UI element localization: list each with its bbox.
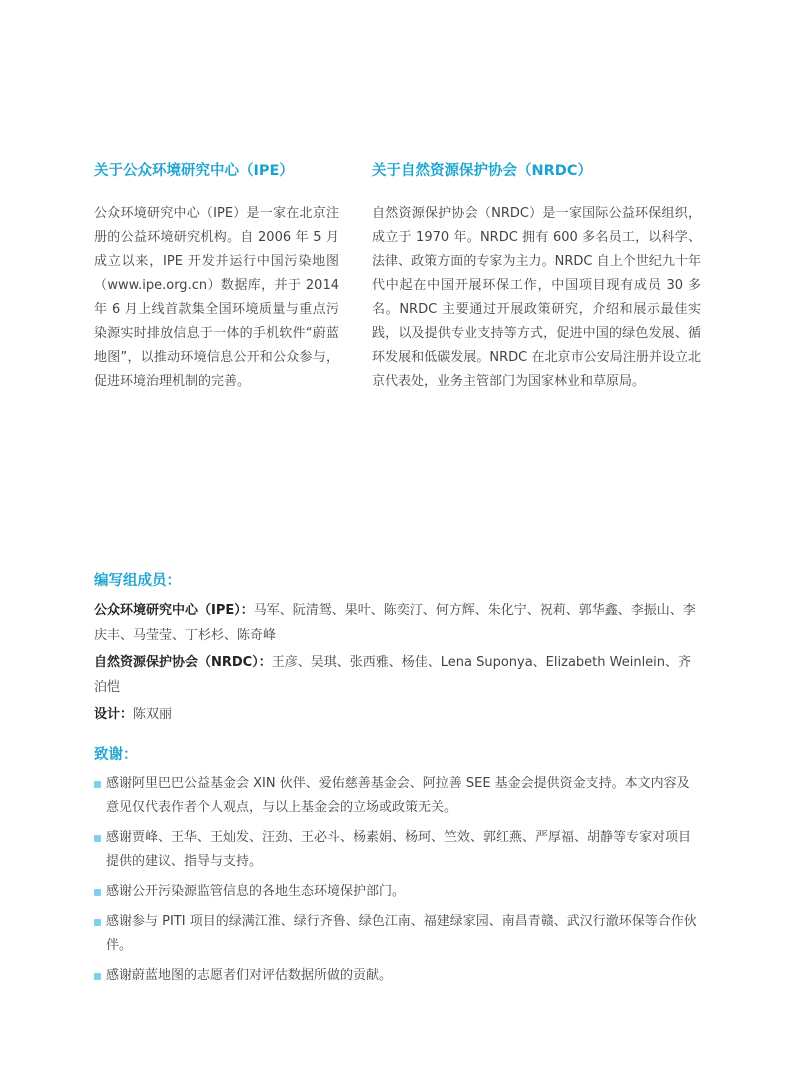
list-item-text: 感谢阿里巴巴公益基金会 XIN 伙伴、爱佑慈善基金会、阿拉善 SEE 基金会提供资金支持。本文内容及意见仅代表作者个人观点，与以上基金会的立场或政策无关。	[106, 776, 690, 815]
square-bullet-icon	[94, 973, 101, 980]
ipe-section	[94, 160, 339, 394]
acknowledgements-heading: 致谢：	[94, 747, 138, 763]
list-item-text: 感谢公开污染源监管信息的各地生态环境保护部门。	[106, 884, 406, 899]
credits-section	[94, 570, 700, 729]
credits-ipe-members: 马军、阮清鸳、果叶、陈奕汀、何方辉、朱化宁、祝莉、郭华鑫、李振山、李庆丰、马莹莹、丁杉杉、陈奇峰	[94, 603, 696, 643]
square-bullet-icon	[94, 889, 101, 896]
nrdc-description: 自然资源保护协会（NRDC）是一家国际公益环保组织，成立于 1970 年。NRDC 拥有 600 多名员工，以科学、法律、政策方面的专家为主力。NRDC 自上个世纪九十年代中起在中国开展环保工作，中国项目现有成员 30 多名。NRDC 主要通过开展政策研究，介绍和展示最佳实践，以及提供专业支持等方式，促进中国的绿色发展、循环发展和低碳发展。NRDC 在北京市公安局注册并设立北京代表处，业务主管部门为国家林业和草原局。	[372, 206, 701, 389]
square-bullet-icon	[94, 835, 101, 842]
acknowledgements-section	[94, 744, 700, 994]
list-item-text: 感谢贾峰、王华、王灿发、汪劲、王必斗、杨素娟、杨珂、竺效、郭红燕、严厚福、胡静等专家对项目提供的建议、指导与支持。	[106, 830, 692, 869]
list-item-text: 感谢参与 PITI 项目的绿满江淮、绿行齐鲁、绿色江南、福建绿家园、南昌青赣、武汉行澈环保等合作伙伴。	[106, 914, 697, 953]
credits-ipe-line	[94, 598, 700, 648]
nrdc-section	[372, 160, 701, 394]
ipe-description: 公众环境研究中心（IPE）是一家在北京注册的公益环境研究机构。自 2006 年 5 月成立以来，IPE 开发并运行中国污染地图（www.ipe.org.cn）数据库，并于 2014 年 6 月上线首款集全国环境质量与重点污染源实时排放信息于一体的手机软件“蔚蓝地图”，以推动环境信息公开和公众参与，促进环境治理机制的完善。	[94, 206, 339, 389]
credits-design-line	[94, 702, 700, 727]
credits-design-label: 设计：	[94, 707, 134, 722]
list-item	[94, 826, 700, 874]
acknowledgements-list	[94, 772, 700, 988]
list-item	[94, 880, 700, 904]
credits-nrdc-label: 自然资源保护协会（NRDC）：	[94, 655, 272, 670]
list-item	[94, 964, 700, 988]
list-item-text: 感谢蔚蓝地图的志愿者们对评估数据所做的贡献。	[106, 968, 393, 983]
credits-ipe-label: 公众环境研究中心（IPE）：	[94, 603, 254, 618]
square-bullet-icon	[94, 919, 101, 926]
credits-design-members: 陈双丽	[133, 707, 173, 722]
credits-nrdc-line	[94, 650, 700, 700]
credits-heading: 编写组成员：	[94, 573, 181, 589]
list-item	[94, 772, 700, 820]
nrdc-heading: 关于自然资源保护协会（NRDC）	[372, 163, 592, 179]
ipe-heading: 关于公众环境研究中心（IPE）	[94, 163, 294, 179]
list-item	[94, 910, 700, 958]
square-bullet-icon	[94, 781, 101, 788]
credits-nrdc-members: 王彦、吴琪、张西雅、杨佳、Lena Suponya、Elizabeth Weinlein、齐泊恺	[94, 655, 692, 695]
